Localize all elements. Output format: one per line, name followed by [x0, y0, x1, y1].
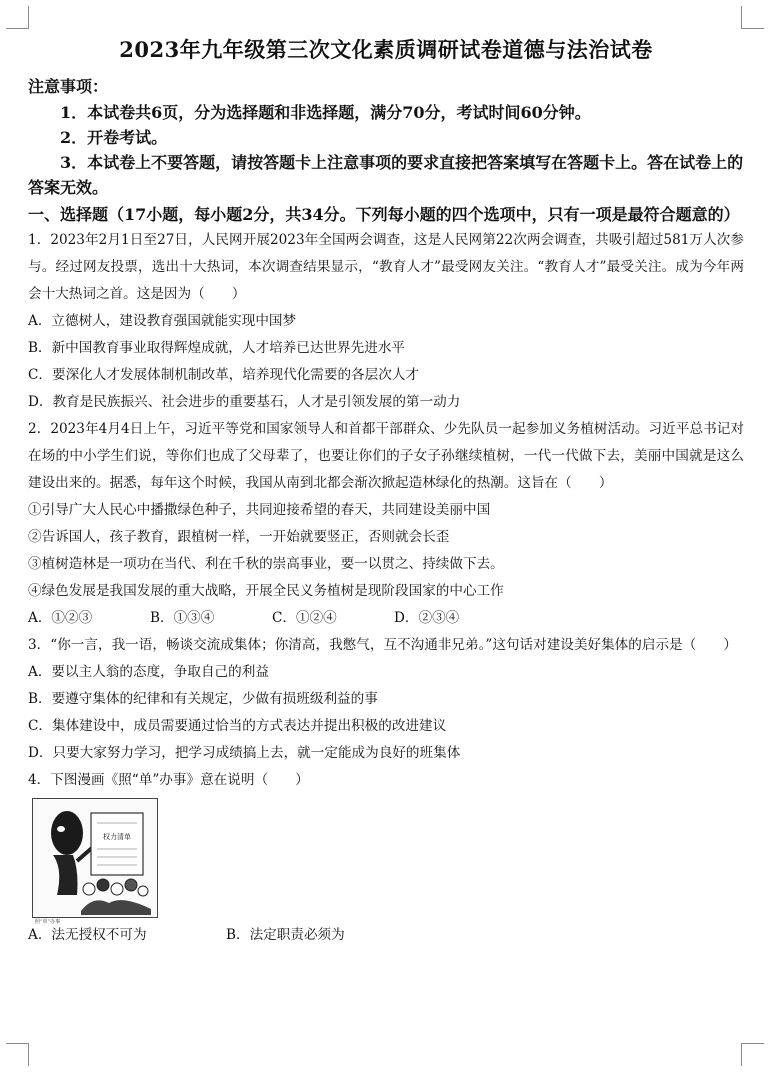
- question-1-option-b: B．新中国教育事业取得辉煌成就，人才培养已达世界先进水平: [28, 340, 406, 356]
- question-2-option-b: B．①③④: [150, 610, 215, 626]
- question-3-option-d: D．只要大家努力学习，把学习成绩搞上去，就一定能成为良好的班集体: [28, 745, 461, 761]
- question-1-option-d: D．教育是民族振兴、社会进步的重要基石，人才是引领发展的第一动力: [28, 394, 461, 410]
- question-2-statement-1: ①引导广大人民心中播撒绿色种子，共同迎接希望的春天，共同建设美丽中国: [28, 502, 491, 518]
- question-2-statement-2: ②告诉国人，孩子教育，跟植树一样，一开始就要竖正，否则就会长歪: [28, 529, 450, 545]
- crop-mark-top-left: [6, 6, 29, 29]
- question-2-options: [28, 605, 744, 632]
- question-1-option-a: A．立德树人，建设教育强国就能实现中国梦: [28, 313, 297, 329]
- crop-mark-top-right: [741, 6, 764, 29]
- exam-title: 2023年九年级第三次文化素质调研试卷道德与法治试卷: [119, 37, 653, 62]
- question-3-option-a: A．要以主人翁的态度，争取自己的利益: [28, 664, 269, 680]
- crop-mark-bottom-right: [741, 1043, 764, 1066]
- question-4-option-b: B．法定职责必须为: [226, 927, 345, 943]
- question-3-option-b: B．要遵守集体的纪律和有关规定，少做有损班级利益的事: [28, 691, 378, 707]
- question-3-stem: 3．“你一言，我一语，畅谈交流成集体；你清高，我憋气，互不沟通非兄弟。”这句话对建设美好集体的启示是（ ）: [28, 637, 738, 653]
- question-4-option-a: A．法无授权不可为: [28, 927, 147, 943]
- cartoon-caption: 照“单”办事: [35, 919, 61, 925]
- question-1-option-c: C．要深化人才发展体制机制改革，培养现代化需要的各层次人才: [28, 367, 420, 383]
- section-heading-choice: 一、选择题（17小题，每小题2分，共34分。下列每小题的四个选项中，只有一项是最符合题意的）: [28, 205, 740, 224]
- question-2-option-d: D．②③④: [394, 610, 460, 626]
- question-4-stem: 4．下图漫画《照“单”办事》意在说明（ ）: [28, 772, 309, 788]
- notice-heading: 注意事项：: [28, 77, 109, 96]
- cartoon-sign-text: 权力清单: [103, 833, 131, 841]
- crop-mark-bottom-left: [6, 1043, 29, 1066]
- question-2-statement-4: ④绿色发展是我国发展的重大战略，开展全民义务植树是现阶段国家的中心工作: [28, 583, 504, 599]
- notice-item-2: 2．开卷考试。: [60, 128, 168, 147]
- cartoon-image: [32, 798, 158, 925]
- cartoon-drawing: [33, 799, 157, 917]
- question-2-option-c: C．①②④: [272, 610, 337, 626]
- notice-item-1: 1．本试卷共6页，分为选择题和非选择题，满分70分，考试时间60分钟。: [60, 103, 591, 122]
- question-2-option-a: A．①②③: [28, 610, 93, 626]
- exam-page: [28, 34, 744, 949]
- question-3-option-c: C．集体建设中，成员需要通过恰当的方式表达并提出积极的改进建议: [28, 718, 447, 734]
- question-2-statement-3: ③植树造林是一项功在当代、利在千秋的崇高事业，要一以贯之、持续做下去。: [28, 556, 504, 572]
- question-2-stem: 2．2023年4月4日上午，习近平等党和国家领导人和首都干部群众、少先队员一起参加义务植树活动。习近平总书记对在场的中小学生们说，等你们也成了父母辈了，也要让你们的子女子孙继续植树，一代一代做下去，美丽中国就是这么建设出来的。据悉，每年这个时候，我国从南到北都会渐次掀起造林绿化的热潮。这旨在（ ）: [28, 421, 744, 491]
- question-4-options: [28, 922, 744, 949]
- question-1-stem: 1．2023年2月1日至27日，人民网开展2023年全国两会调查，这是人民网第22次两会调查，共吸引超过581万人次参与。经过网友投票，选出十大热词，本次调查结果显示，“教育人才”最受网友关注。“教育人才”最受关注。成为今年两会十大热词之首。这是因为（ ）: [28, 232, 744, 302]
- notice-item-3: 3．本试卷上不要答题，请按答题卡上注意事项的要求直接把答案填写在答题卡上。答在试卷上的答案无效。: [28, 153, 744, 197]
